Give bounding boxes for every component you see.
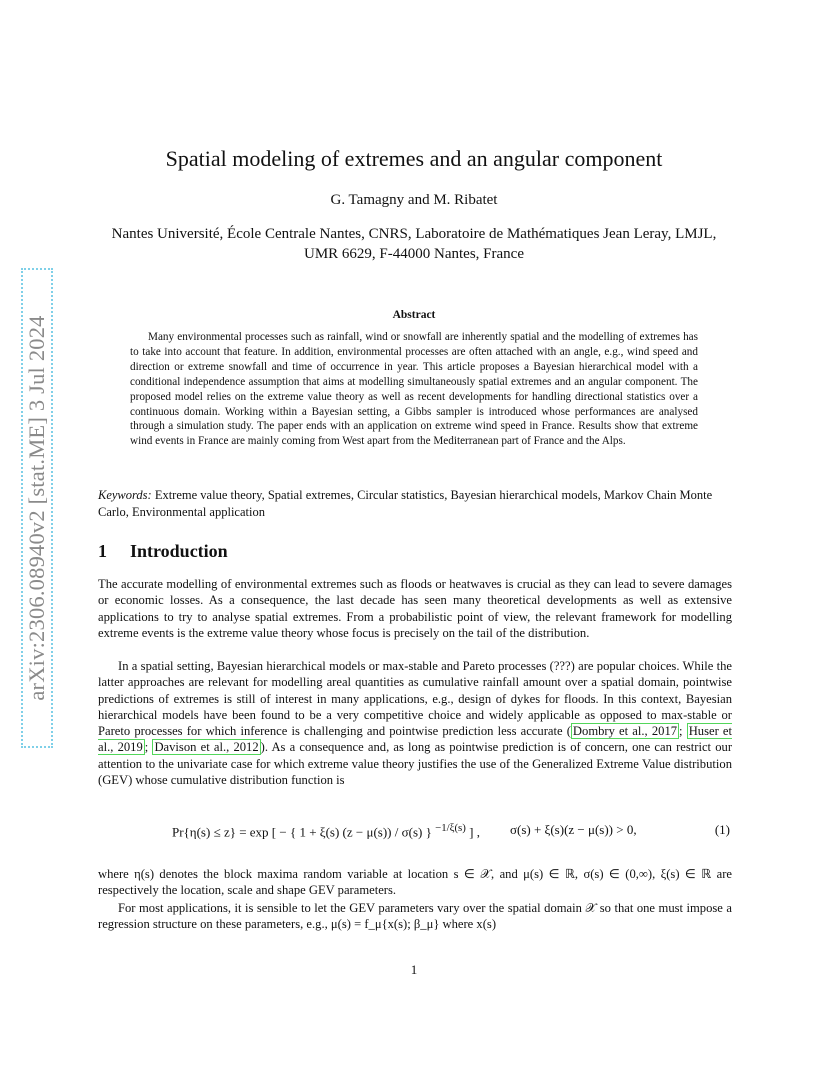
paragraph-regression: For most applications, it is sensible to let the GEV parameters vary over the spatial domain 𝒳 so that one must impose a regression structure on these parameters, e.g., μ(s) = f_μ{x(s); β_μ} where x(s): [98, 901, 732, 932]
equation-number: (1): [714, 822, 730, 837]
citation-link[interactable]: Huser et al., 2019: [98, 724, 733, 755]
paragraph-2-text-after: ). As a consequence and, as long as pointwise prediction is of concern, one can restrict our attention to the univariate case for which extreme value theory justifies the use of the Generalized Extreme Value distribution (GEV) whose cumulative distribution function is: [98, 740, 733, 788]
arxiv-identifier-text: arXiv:2306.08940v2 [stat.ME] 3 Jul 2024: [24, 315, 49, 701]
keywords-text: Extreme value theory, Spatial extremes, Circular statistics, Bayesian hierarchical models, Markov Chain Monte Carlo, Environmental application: [98, 488, 713, 519]
citation-authors: Huser et al.: [98, 724, 733, 755]
citation-year: 2017: [651, 724, 678, 739]
paragraph-after-equation: where η(s) denotes the block maxima random variable at location s ∈ 𝒳, and μ(s) ∈ ℝ, σ(s) ∈ (0,∞), ξ(s) ∈ ℝ are respectively the location, scale and shape GEV parameters.: [98, 867, 732, 898]
section-heading: [98, 541, 228, 562]
paper-title: Spatial modeling of extremes and an angular component: [165, 146, 663, 171]
keywords-label: Keywords:: [98, 488, 152, 502]
citation-year: 2012: [233, 740, 259, 755]
citation-link[interactable]: Davison et al., 2012: [154, 740, 259, 755]
abstract-text: Many environmental processes such as rainfall, wind or snowfall are inherently spatial and the modelling of extremes has to take into account that feature. In addition, environmental processes are often attached with an angle, e.g., wind speed and direction or extreme snowfall and time of occurrence in year. This article proposes a Bayesian hierarchical model with a conditional independence assumption that aims at modelling simultaneously spatial extremes and an angular component. The proposed model relies on the extreme value theory as well as recent developments for handling directional statistics over a continuous domain. Working within a Bayesian setting, a Gibbs sampler is introduced whose performances are analysed through a simulation study. The paper ends with an application on extreme wind speed in France. Results show that extreme wind events in France are mainly coming from West apart from the Mediterranean part of France and the Alps.: [130, 331, 698, 448]
page-number: 1: [410, 962, 418, 977]
equation-formula: Pr{η(s) ≤ z} = exp [ − { 1 + ξ(s) (z − μ(s)) / σ(s) } $^{-1/\xi(s)}$ ] ,: [172, 822, 480, 840]
gev-equation: [98, 812, 732, 856]
citation-year: 2019: [117, 740, 143, 755]
paper-authors: G. Tamagny and M. Ribatet: [330, 192, 498, 208]
citation-authors: Dombry et al.: [572, 724, 645, 739]
paragraph-2-text-before: In a spatial setting, Bayesian hierarchical models or max-stable and Pareto processes (???) are popular choices. While the latter approaches are relevant for modelling areal quantities as cumulative rainfall amount over a spatial domain, pointwise predictions of extremes is still of interest in many applications, e.g., design of dykes for floods. In this context, Bayesian hierarchical models have been found to be a very competitive choice and widely applicable as opposed to max-stable or Pareto processes for which inference is challenging and pointwise prediction less accurate (: [98, 659, 732, 739]
section-number: 1: [98, 541, 107, 561]
intro-paragraph-2: In a spatial setting, Bayesian hierarchical models or max-stable and Pareto processes (???) are popular choices. While the latter approaches are relevant for modelling areal quantities as cumulative rainfall amount over a spatial domain, pointwise predictions of extremes is still of interest in many applications, e.g., design of dykes for floods. In this context, Bayesian hierarchical models have been found to be a very competitive choice and widely applicable as opposed to max-stable or Pareto processes for which inference is challenging and pointwise prediction less accurate ( Dombry et al., 2017 ; Huser et al., 2019 ; Davison et al., 2012 ). As a consequence and, as long as pointwise prediction is of concern, one can restrict our attention to the univariate case for which extreme value theory justifies the use of the Generalized Extreme Value distribution (GEV) whose cumulative distribution function is: [98, 659, 733, 788]
intro-paragraph-1: The accurate modelling of environmental extremes such as floods or heatwaves is crucial as they can lead to severe damages or economic losses. As a consequence, the last decade has seen many theoretical developments as well as extensive applications to try to analyse spatial extremes. From a probabilistic point of view, the relevant framework for modelling extreme events is the extreme value theory whose focus is precisely on the tail of the distribution.: [98, 577, 732, 640]
citation-link[interactable]: Dombry et al., 2017: [572, 724, 678, 739]
abstract-heading: Abstract: [392, 309, 436, 321]
author-affiliation: Nantes Université, École Centrale Nantes, CNRS, Laboratoire de Mathématiques Jean Leray, LMJL, UMR 6629, F-44000 Nantes, France: [111, 226, 717, 262]
equation-condition: σ(s) + ξ(s)(z − μ(s)) > 0,: [510, 822, 637, 837]
section-title: Introduction: [130, 541, 228, 561]
keywords: [98, 487, 732, 520]
arxiv-identifier-stamp[interactable]: [21, 268, 53, 748]
citation-authors: Davison et al.: [154, 740, 227, 755]
